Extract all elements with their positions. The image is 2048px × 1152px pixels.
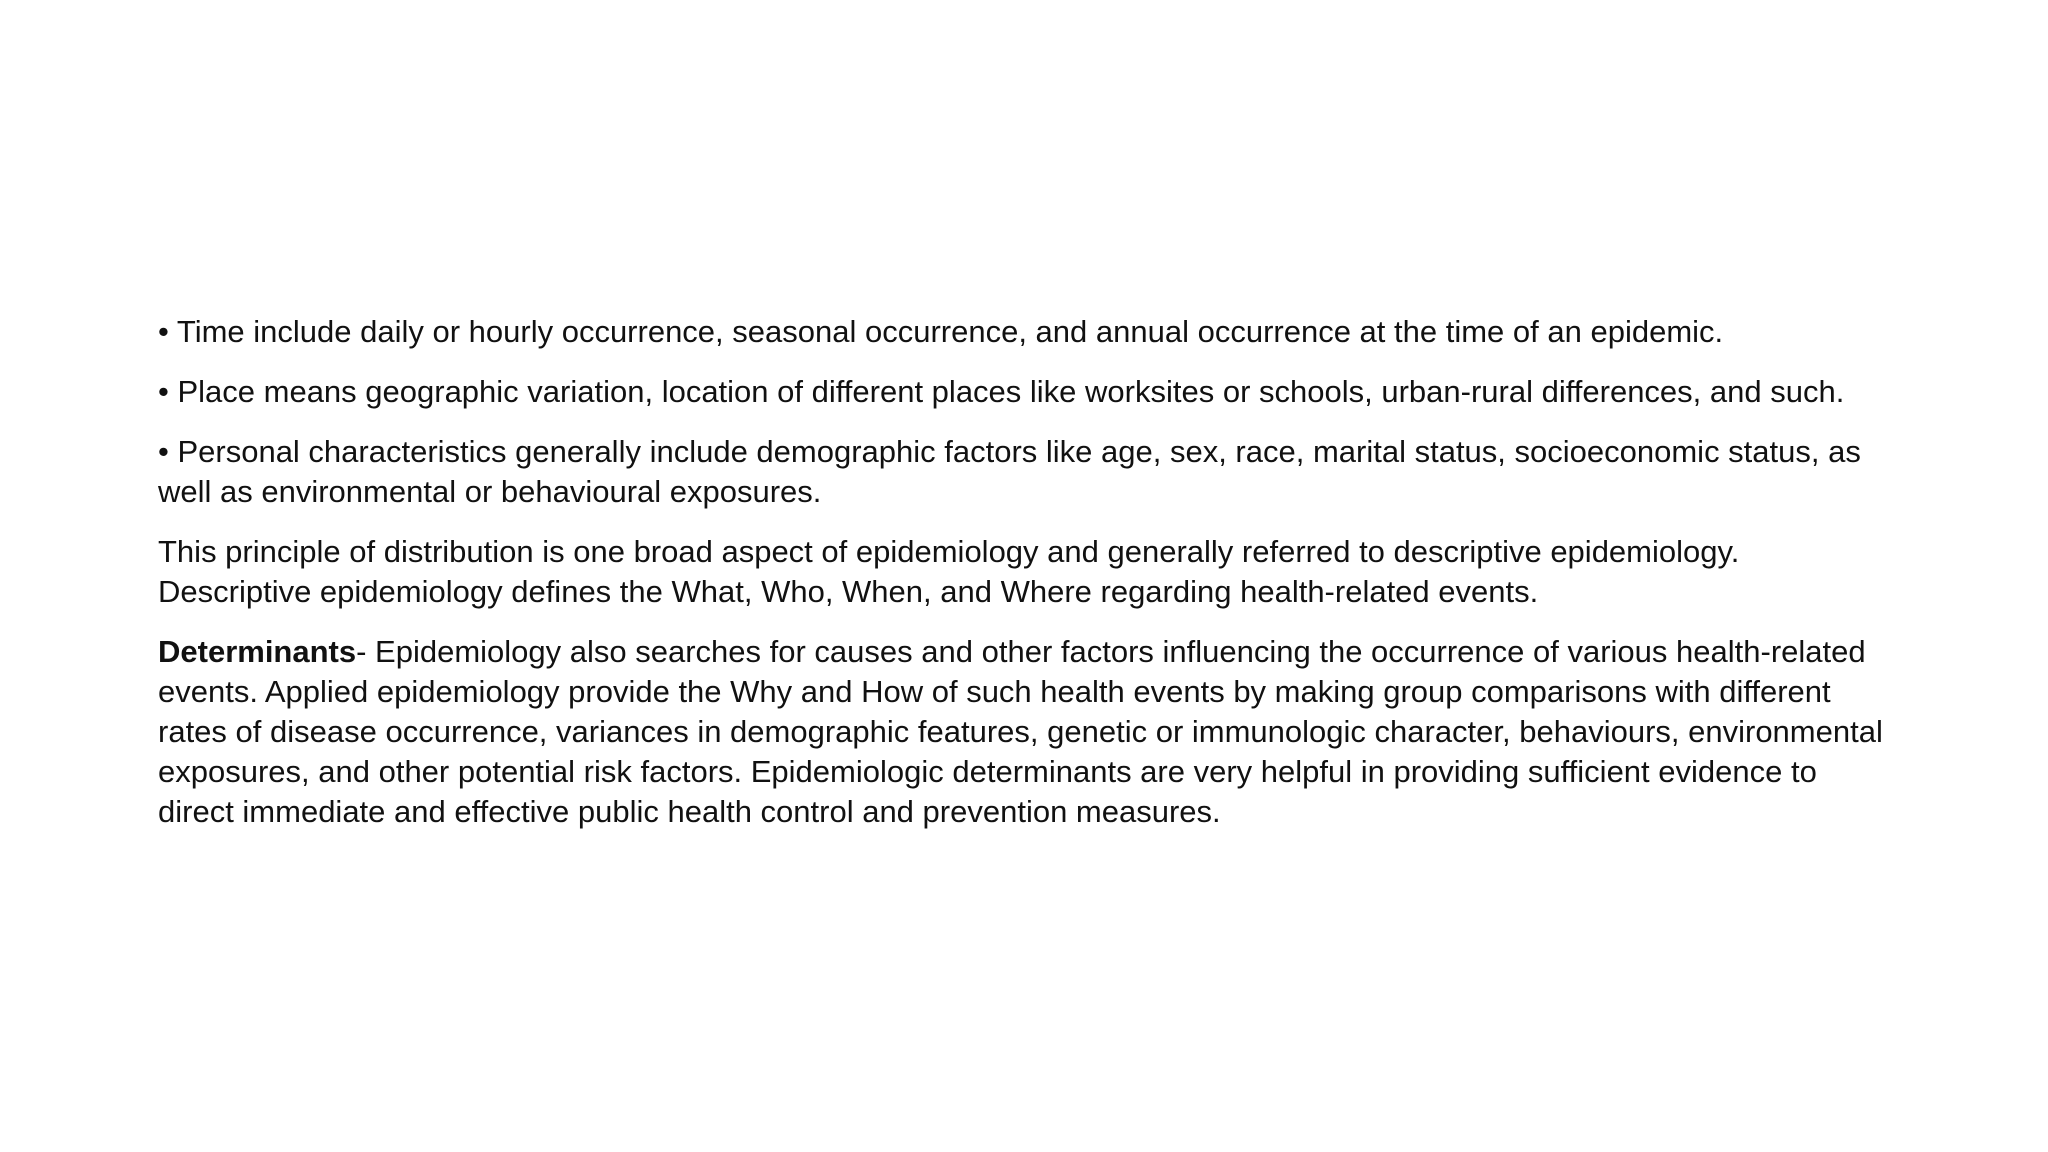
- distribution-paragraph: This principle of distribution is one broad aspect of epidemiology and generally referred to descriptive epidemiology. Descriptive epidemiology defines the What, Who, When, and Where regarding health-related events.: [158, 534, 1740, 609]
- bullet-marker: •: [158, 374, 178, 409]
- slide-body: [158, 312, 1898, 852]
- bullet-personal: [158, 432, 1898, 512]
- bullet-marker: •: [158, 314, 177, 349]
- bullet-time: [158, 312, 1898, 352]
- determinants-term: Determinants: [158, 634, 357, 669]
- bullet-personal-text: Personal characteristics generally include demographic factors like age, sex, race, marital status, socioeconomic status, as well as environmental or behavioural exposures.: [158, 434, 1861, 509]
- bullet-time-text: Time include daily or hourly occurrence, seasonal occurrence, and annual occurrence at the time of an epidemic.: [176, 314, 1724, 349]
- bullet-marker: •: [158, 434, 178, 469]
- bullet-place: [158, 372, 1898, 412]
- bullet-place-text: Place means geographic variation, location of different places like worksites or schools, urban-rural differences, and such.: [177, 374, 1845, 409]
- determinants-paragraph: [158, 632, 1898, 832]
- determinants-text: - Epidemiology also searches for causes and other factors influencing the occurrence of various health-related events. Applied epidemiology provide the Why and How of such health events by making group comparisons with different rates of disease occurrence, variances in demographic features, genetic or immunologic character, behaviours, environmental exposures, and other potential risk factors. Epidemiologic determinants are very helpful in providing sufficient evidence to direct immediate and effective public health control and prevention measures.: [158, 634, 1883, 829]
